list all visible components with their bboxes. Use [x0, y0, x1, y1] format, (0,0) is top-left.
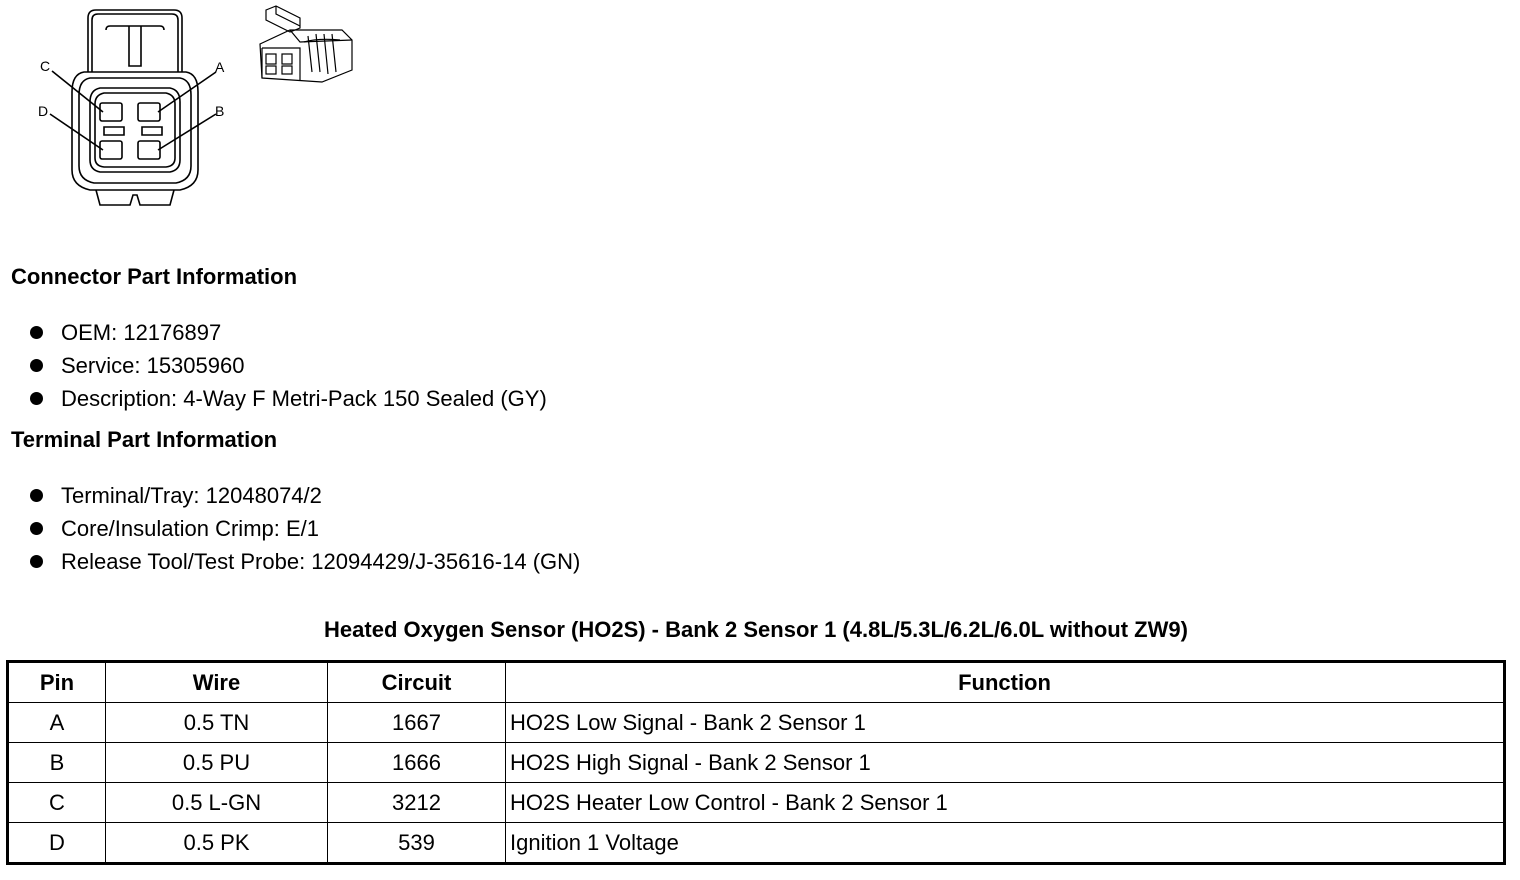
terminal-info-heading: Terminal Part Information: [11, 427, 278, 452]
cell-pin: D: [8, 823, 106, 864]
header-pin: Pin: [8, 662, 106, 703]
list-item: OEM: 12176897: [30, 316, 547, 349]
cell-function: HO2S Heater Low Control - Bank 2 Sensor 1: [506, 783, 1505, 823]
cell-circuit: 539: [328, 823, 506, 864]
pinout-table: [6, 660, 1506, 865]
table-header-row: [8, 662, 1505, 703]
table-row: [8, 783, 1505, 823]
table-row: [8, 743, 1505, 783]
list-item: Service: 15305960: [30, 349, 547, 382]
cell-pin: A: [8, 703, 106, 743]
connector-isometric-icon: [260, 6, 352, 82]
connector-face-drawing: [0, 0, 380, 225]
bullet-icon: [30, 392, 43, 405]
connector-info-heading: Connector Part Information: [11, 264, 298, 289]
bullet-icon: [30, 522, 43, 535]
connector-info-list: [30, 316, 547, 415]
table-row: [8, 823, 1505, 864]
table-row: [8, 703, 1505, 743]
pin-label-a: A: [215, 59, 225, 75]
cell-wire: 0.5 PK: [106, 823, 328, 864]
list-item: Core/Insulation Crimp: E/1: [30, 512, 580, 545]
bullet-icon: [30, 326, 43, 339]
header-circuit: Circuit: [328, 662, 506, 703]
cell-wire: 0.5 TN: [106, 703, 328, 743]
cell-function: HO2S High Signal - Bank 2 Sensor 1: [506, 743, 1505, 783]
list-item: Description: 4-Way F Metri-Pack 150 Sealed (GY): [30, 382, 547, 415]
connector-figure: [0, 0, 380, 225]
pin-label-c: C: [40, 58, 51, 74]
terminal-info-list: [30, 479, 580, 578]
bullet-icon: [30, 489, 43, 502]
cell-wire: 0.5 PU: [106, 743, 328, 783]
cell-wire: 0.5 L-GN: [106, 783, 328, 823]
cell-pin: B: [8, 743, 106, 783]
cell-function: HO2S Low Signal - Bank 2 Sensor 1: [506, 703, 1505, 743]
pin-label-d: D: [38, 103, 49, 119]
bullet-icon: [30, 359, 43, 372]
table-title: Heated Oxygen Sensor (HO2S) - Bank 2 Sensor 1 (4.8L/5.3L/6.2L/6.0L without ZW9): [324, 617, 1188, 642]
header-wire: Wire: [106, 662, 328, 703]
cell-function: Ignition 1 Voltage: [506, 823, 1505, 864]
pin-label-b: B: [215, 103, 225, 119]
cell-circuit: 3212: [328, 783, 506, 823]
list-item: Terminal/Tray: 12048074/2: [30, 479, 580, 512]
bullet-icon: [30, 555, 43, 568]
cell-pin: C: [8, 783, 106, 823]
list-item: Release Tool/Test Probe: 12094429/J-35616-14 (GN): [30, 545, 580, 578]
cell-circuit: 1666: [328, 743, 506, 783]
cell-circuit: 1667: [328, 703, 506, 743]
header-function: Function: [506, 662, 1505, 703]
